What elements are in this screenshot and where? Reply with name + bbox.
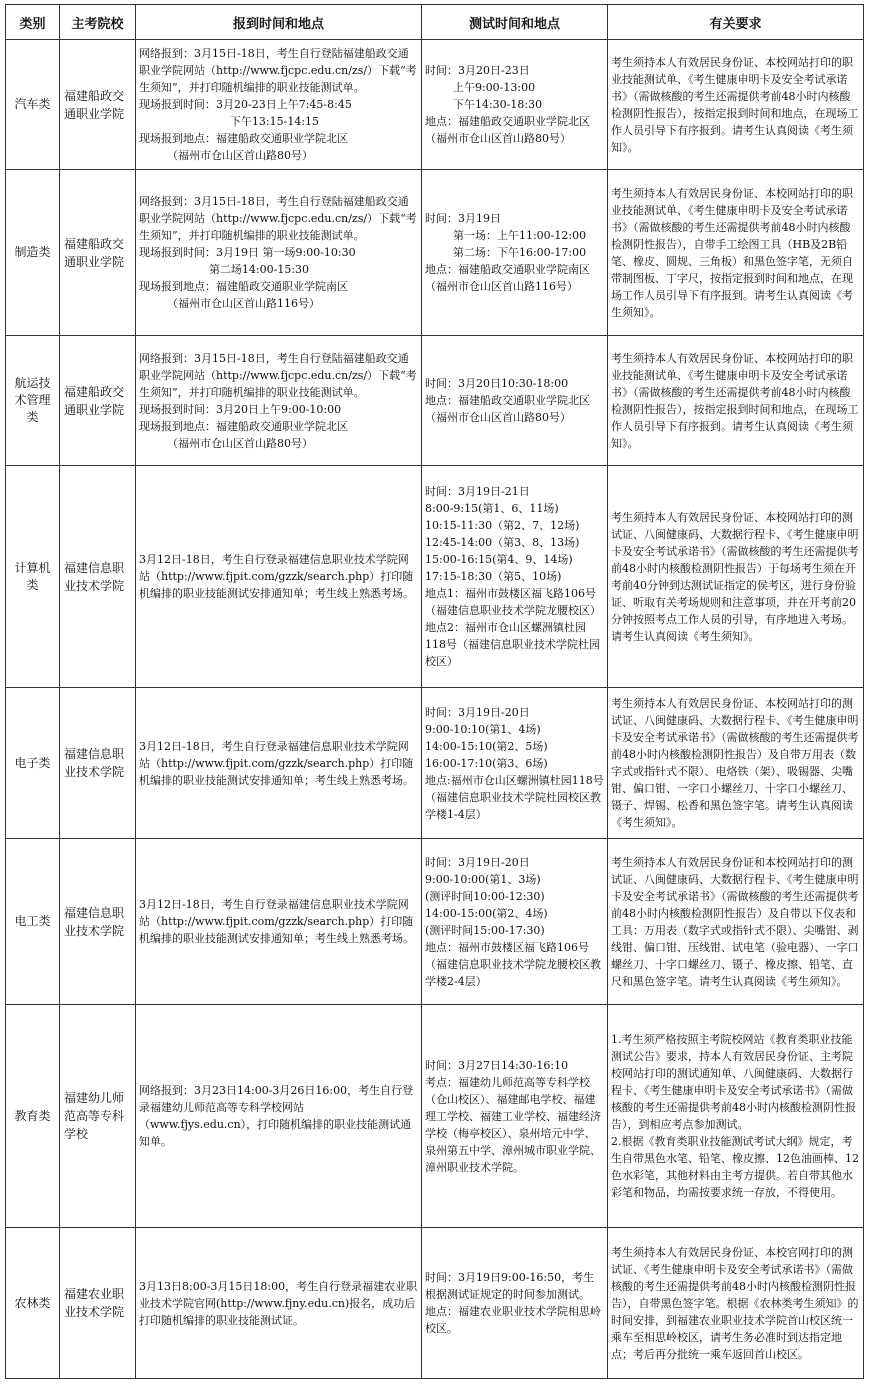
registration-cell: 3月13日8:00-3月15日18:00，考生自行登录福建农业职业技术学院官网(http://www.fjny.edu.cn)报名，成功后打印随机编排的职业技能测试证。	[136, 1228, 422, 1379]
table-row	[6, 40, 864, 170]
category-cell: 航运技术管理类	[6, 336, 60, 466]
school-cell: 福建农业职业技术学院	[60, 1228, 136, 1379]
test-cell: 时间：3月20日10:30-18:00 地点：福建船政交通职业学院北区 （福州市仓山区首山路80号）	[422, 336, 608, 466]
requirements-cell: 考生须持本人有效居民身份证、本校网站打印的测试证、八闽健康码、大数据行程卡、《考生健康申明卡及安全考试承诺书》（需做核酸的考生还需提供考前48小时内核酸检测阴性报告）于每场考生须在开考前40分钟到达测试证指定的侯考区，进行身份验证、听取有关考场规则和注意事项，并在开考前20分钟按照考点工作人员的引导，有序地进入考场。请考生认真阅读《考生须知》。	[608, 466, 864, 688]
table-row	[6, 170, 864, 336]
table-row	[6, 336, 864, 466]
school-cell: 福建信息职业技术学院	[60, 688, 136, 839]
header-school: 主考院校	[60, 5, 136, 40]
category-cell: 电工类	[6, 839, 60, 1005]
table-header-row	[6, 5, 864, 40]
category-cell: 电子类	[6, 688, 60, 839]
table-row	[6, 466, 864, 688]
category-cell: 汽车类	[6, 40, 60, 170]
test-cell: 时间：3月19日-20日 9:00-10:00(第1、3场) (测评时间10:00-12:30) 14:00-15:00(第2、4场) (测评时间15:00-17:30) 地点：福州市鼓楼区福飞路106号（福建信息职业技术学院龙腰校区教学楼2-4层）	[422, 839, 608, 1005]
requirements-cell: 考生须持本人有效居民身份证、本校官网打印的测试证、《考生健康申明卡及安全考试承诺书》（需做核酸的考生还需提供考前48小时内核酸检测阴性报告），自带黑色签字笔。根据《农林类考生须知》的时间安排，到福建农业职业技术学院首山校区统一乘车至相思岭校区，请考生务必准时到达指定地点；考后再分批统一乘车返回首山校区。	[608, 1228, 864, 1379]
category-cell: 农林类	[6, 1228, 60, 1379]
header-test: 测试时间和地点	[422, 5, 608, 40]
table-row	[6, 1005, 864, 1228]
registration-cell: 3月12日-18日，考生自行登录福建信息职业技术学院网站（http://www.fjpit.com/gzzk/search.php）打印随机编排的职业技能测试安排通知单；考生线上熟悉考场。	[136, 466, 422, 688]
test-cell: 时间：3月19日-21日 8:00-9:15(第1、6、11场) 10:15-11:30（第2、7、12场) 12:45-14:00（第3、8、13场) 15:00-16:15(第4、9、14场) 17:15-18:30（第5、10场) 地点1：福州市鼓楼区福飞路106号（福建信息职业技术学院龙腰校区） 地点2：福州市仓山区螺洲镇杜园118号（福建信息职业技术学院杜园校区）	[422, 466, 608, 688]
test-cell: 时间：3月27日14:30-16:10 考点：福建幼儿师范高等专科学校（仓山校区）、福建邮电学校、福建理工学校、福建工业学校、福建经济学校（梅亭校区）、泉州培元中学、泉州第五中学、漳州城市职业学院、漳州职业技术学院。	[422, 1005, 608, 1228]
registration-cell: 3月12日-18日，考生自行登录福建信息职业技术学院网站（http://www.fjpit.com/gzzk/search.php）打印随机编排的职业技能测试安排通知单；考生线上熟悉考场。	[136, 688, 422, 839]
school-cell: 福建船政交通职业学院	[60, 336, 136, 466]
table-row	[6, 839, 864, 1005]
school-cell: 福建信息职业技术学院	[60, 839, 136, 1005]
school-cell: 福建幼儿师范高等专科学校	[60, 1005, 136, 1228]
requirements-cell: 考生须持本人有效居民身份证、本校网站打印的职业技能测试单、《考生健康申明卡及安全考试承诺书》（需做核酸的考生还需提供考前48小时内核酸检测阴性报告），按指定报到时间和地点，在现场工作人员引导下有序报到。请考生认真阅读《考生须知》。	[608, 40, 864, 170]
requirements-cell: 考生须持本人有效居民身份证、本校网站打印的职业技能测试单、《考生健康申明卡及安全考试承诺书》（需做核酸的考生还需提供考前48小时内核酸检测阴性报告），自带手工绘图工具（HB及2B铅笔、橡皮、圆规、三角板）和黑色签字笔，无须自带制图板、丁字尺，按指定报到时间和地点，在现场工作人员引导下有序报到。请考生认真阅读《考生须知》。	[608, 170, 864, 336]
requirements-cell: 考生须持本人有效居民身份证、本校网站打印的测试证、八闽健康码、大数据行程卡、《考生健康申明卡及安全考试承诺书》（需做核酸的考生还需提供考前48小时内核酸检测阴性报告）及自带万用表（数字式或指针式不限）、电烙铁（架）、吸锡器、尖嘴钳、偏口钳、一字口小螺丝刀、十字口小螺丝刀、镊子、焊锡、松香和黑色签字笔。请考生认真阅读《考生须知》。	[608, 688, 864, 839]
registration-cell: 网络报到：3月15日-18日，考生自行登陆福建船政交通职业学院网站（http://www.fjcpc.edu.cn/zs/）下载“考生须知”，并打印随机编排的职业技能测试单。 现场报到时间：3月19日 第一场9:00-10:30 第二场14:00-15:30 现场报到地点：福建船政交通职业学院南区 （福州市仓山区首山路116号）	[136, 170, 422, 336]
table-row	[6, 1228, 864, 1379]
test-cell: 时间：3月19日9:00-16:50，考生根据测试证规定的时间参加测试。 地点：福建农业职业技术学院相思岭校区。	[422, 1228, 608, 1379]
test-cell: 时间：3月20日-23日 上午9:00-13:00 下午14:30-18:30 地点：福建船政交通职业学院北区 （福州市仓山区首山路80号）	[422, 40, 608, 170]
registration-cell: 网络报到：3月23日14:00-3月26日16:00，考生自行登录福建幼儿师范高等专科学校网站（www.fjys.edu.cn），打印随机编排的职业技能测试通知单。	[136, 1005, 422, 1228]
school-cell: 福建信息职业技术学院	[60, 466, 136, 688]
test-cell: 时间：3月19日-20日 9:00-10:10(第1、4场) 14:00-15:10(第2、5场) 16:00-17:10(第3、6场) 地点:福州市仓山区螺洲镇杜园118号（福建信息职业技术学院杜园校区教学楼1-4层）	[422, 688, 608, 839]
registration-cell: 3月12日-18日，考生自行登录福建信息职业技术学院网站（http://www.fjpit.com/gzzk/search.php）打印随机编排的职业技能测试安排通知单；考生线上熟悉考场。	[136, 839, 422, 1005]
category-cell: 计算机类	[6, 466, 60, 688]
registration-cell: 网络报到：3月15日-18日，考生自行登陆福建船政交通职业学院网站（http://www.fjcpc.edu.cn/zs/）下载“考生须知”，并打印随机编排的职业技能测试单。 现场报到时间：3月20日上午9:00-10:00 现场报到地点：福建船政交通职业学院北区 （福州市仓山区首山路80号）	[136, 336, 422, 466]
category-cell: 制造类	[6, 170, 60, 336]
registration-cell: 网络报到：3月15日-18日，考生自行登陆福建船政交通职业学院网站（http://www.fjcpc.edu.cn/zs/）下载“考生须知”，并打印随机编排的职业技能测试单。 现场报到时间：3月20-23日上午7:45-8:45 下午13:15-14:15 现场报到地点：福建船政交通职业学院北区 （福州市仓山区首山路80号）	[136, 40, 422, 170]
requirements-cell: 1.考生须严格按照主考院校网站《教育类职业技能测试公告》要求，持本人有效居民身份证、主考院校网站打印的测试通知单、八闽健康码、大数据行程卡、《考生健康申明卡及安全考试承诺书》（需做核酸的考生还需提供考前48小时内核酸检测阴性报告），到相应考点参加测试。 2.根据《教育类职业技能测试考试大纲》规定，考生自带黑色水笔、铅笔、橡皮擦、12色油画棒、12色水彩笔，其他材料由主考方提供。若自带其他水彩笔和物品，均需按要求统一存放，不得使用。	[608, 1005, 864, 1228]
school-cell: 福建船政交通职业学院	[60, 40, 136, 170]
page	[5, 4, 863, 1379]
requirements-cell: 考生须持本人有效居民身份证、本校网站打印的职业技能测试单、《考生健康申明卡及安全考试承诺书》（需做核酸的考生还需提供考前48小时内核酸检测阴性报告），按指定报到时间和地点，在现场工作人员引导下有序报到。请考生认真阅读《考生须知》。	[608, 336, 864, 466]
header-registration: 报到时间和地点	[136, 5, 422, 40]
header-requirements: 有关要求	[608, 5, 864, 40]
header-category: 类别	[6, 5, 60, 40]
test-cell: 时间：3月19日 第一场：上午11:00-12:00 第二场：下午16:00-17:00 地点：福建船政交通职业学院南区 （福州市仓山区首山路116号）	[422, 170, 608, 336]
school-cell: 福建船政交通职业学院	[60, 170, 136, 336]
category-cell: 教育类	[6, 1005, 60, 1228]
requirements-cell: 考生须持本人有效居民身份证和本校网站打印的测试证、八闽健康码、大数据行程卡、《考生健康申明卡及安全考试承诺书》（需做核酸的考生还需提供考前48小时内核酸检测阴性报告）及自带以下仪表和工具：万用表（数字式或指针式不限）、尖嘴钳、剥线钳、偏口钳、压线钳、试电笔（验电器）、一字口螺丝刀、十字口螺丝刀、镊子、橡皮擦、铅笔、直尺和黑色签字笔。请考生认真阅读《考生须知》。	[608, 839, 864, 1005]
exam-schedule-table	[5, 4, 864, 1379]
table-row	[6, 688, 864, 839]
